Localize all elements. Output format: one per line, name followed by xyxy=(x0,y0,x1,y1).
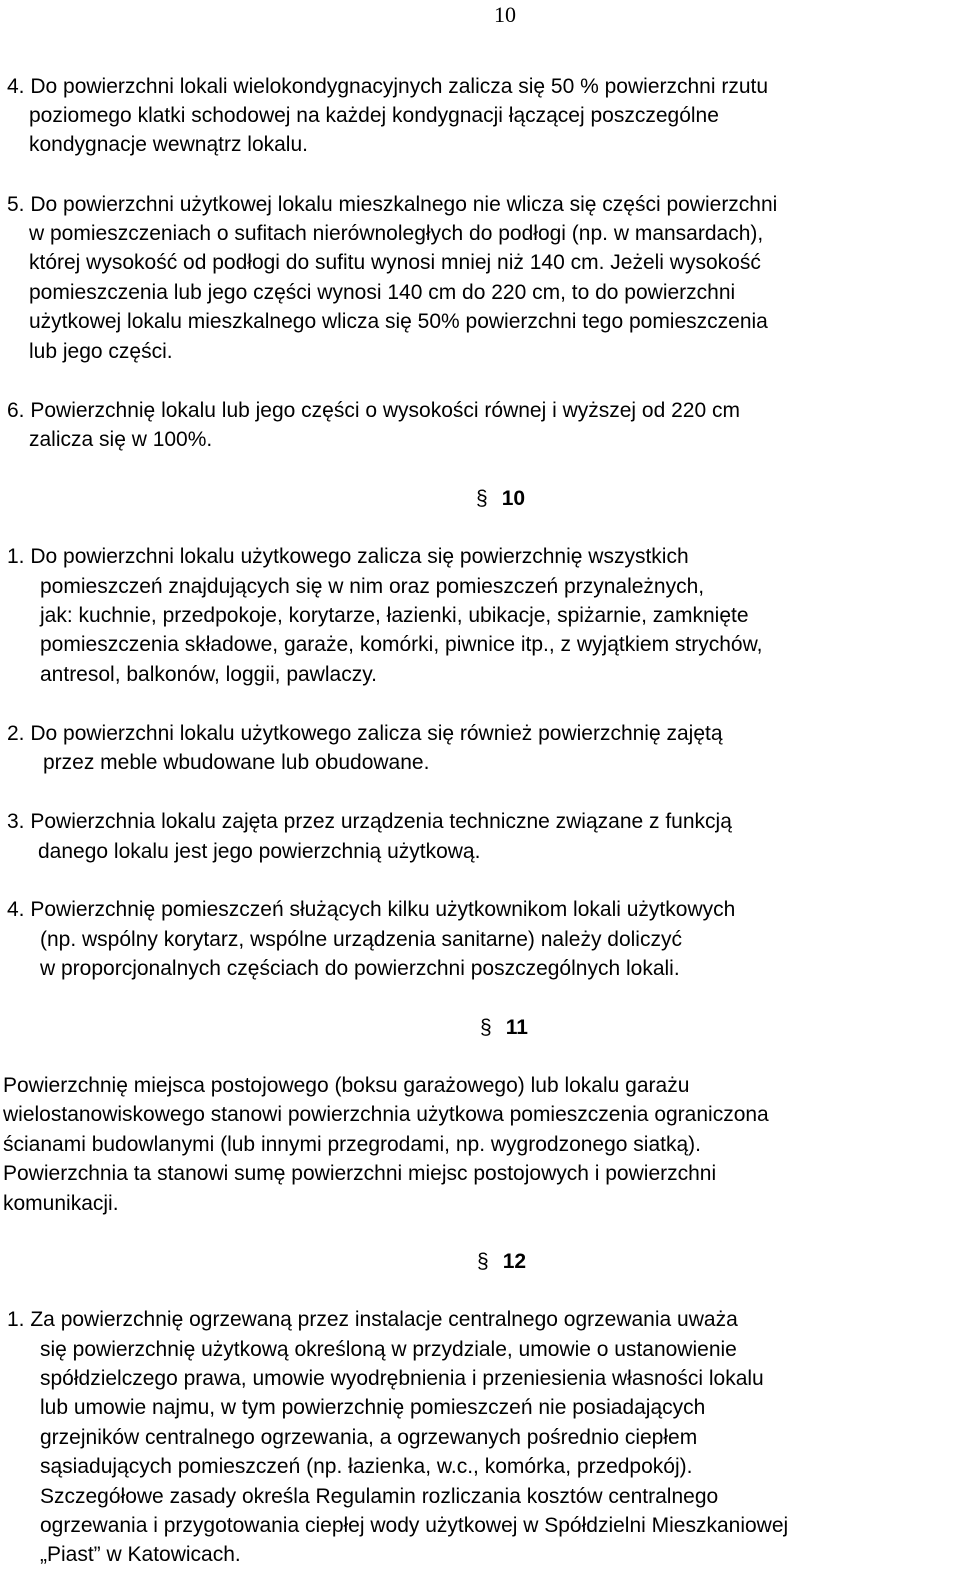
text-line: Powierzchnię miejsca postojowego (boksu garażowego) lub lokalu garażu xyxy=(3,1074,690,1097)
section-heading-12 xyxy=(477,1247,526,1277)
text-line: ogrzewania i przygotowania ciepłej wody użytkowej w Spółdzielni Mieszkaniowej xyxy=(40,1514,789,1537)
text-line: ścianami budowlanymi (lub innymi przegrodami, np. wygrodzonego siatką). xyxy=(3,1133,701,1156)
text-line: 2. Do powierzchni lokalu użytkowego zalicza się również powierzchnię zajętą xyxy=(7,722,723,745)
text-line: 1. Za powierzchnię ogrzewaną przez instalacje centralnego ogrzewania uważa xyxy=(7,1308,738,1331)
section-symbol: § xyxy=(477,1250,489,1273)
text-line: w pomieszczeniach o sufitach nierównoległych do podłogi (np. w mansardach), xyxy=(29,222,764,245)
page-number: 10 xyxy=(494,2,516,27)
section-symbol: § xyxy=(476,487,488,510)
text-line: kondygnacje wewnątrz lokalu. xyxy=(29,133,308,156)
text-line: komunikacji. xyxy=(3,1192,119,1215)
text-line: 3. Powierzchnia lokalu zajęta przez urządzenia techniczne związane z funkcją xyxy=(7,810,732,833)
text-line: użytkowej lokalu mieszkalnego wlicza się 50% powierzchni tego pomieszczenia xyxy=(29,310,768,333)
text-line: Powierzchnia ta stanowi sumę powierzchni miejsc postojowych i powierzchni xyxy=(3,1162,717,1185)
text-line: 1. Do powierzchni lokalu użytkowego zalicza się powierzchnię wszystkich xyxy=(7,545,689,568)
text-line: pomieszczenia lub jego części wynosi 140 cm do 220 cm, to do powierzchni xyxy=(29,281,736,304)
text-line: pomieszczenia składowe, garaże, komórki, piwnice itp., z wyjątkiem strychów, xyxy=(40,633,763,656)
text-line: 6. Powierzchnię lokalu lub jego części o wysokości równej i wyższej od 220 cm xyxy=(7,399,740,422)
text-line: jak: kuchnie, przedpokoje, korytarze, łazienki, ubikacje, spiżarnie, zamknięte xyxy=(40,604,749,627)
text-line: (np. wspólny korytarz, wspólne urządzenia sanitarne) należy doliczyć xyxy=(40,928,682,951)
text-line: lub umowie najmu, w tym powierzchnię pomieszczeń nie posiadających xyxy=(40,1396,706,1419)
section-number: 10 xyxy=(501,487,526,510)
text-line: 5. Do powierzchni użytkowej lokalu mieszkalnego nie wlicza się części powierzchni xyxy=(7,193,778,216)
section-number: 12 xyxy=(502,1250,527,1273)
text-line: 4. Powierzchnię pomieszczeń służących kilku użytkownikom lokali użytkowych xyxy=(7,898,736,921)
text-line: lub jego części. xyxy=(29,340,173,363)
text-line: spółdzielczego prawa, umowie wyodrębnienia i przeniesienia własności lokalu xyxy=(40,1367,764,1390)
section-number: 11 xyxy=(505,1016,528,1039)
text-line: 4. Do powierzchni lokali wielokondygnacyjnych zalicza się 50 % powierzchni rzutu xyxy=(7,75,769,98)
section-symbol: § xyxy=(480,1016,492,1039)
text-line: pomieszczeń znajdujących się w nim oraz pomieszczeń przynależnych, xyxy=(40,575,705,598)
section-heading-11 xyxy=(480,1013,528,1043)
text-line: w proporcjonalnych częściach do powierzchni poszczególnych lokali. xyxy=(40,957,680,980)
text-line: grzejników centralnego ogrzewania, a ogrzewanych pośrednio ciepłem xyxy=(40,1426,698,1449)
text-line: Szczegółowe zasady określa Regulamin rozliczania kosztów centralnego xyxy=(40,1485,719,1508)
section-heading-10 xyxy=(476,484,525,514)
text-line: wielostanowiskowego stanowi powierzchnia użytkowa pomieszczenia ograniczona xyxy=(3,1103,769,1126)
text-line: przez meble wbudowane lub obudowane. xyxy=(43,751,430,774)
text-line: danego lokalu jest jego powierzchnią użytkową. xyxy=(38,840,481,863)
text-line: się powierzchnię użytkową określoną w przydziale, umowie o ustanowienie xyxy=(40,1338,737,1361)
text-line: której wysokość od podłogi do sufitu wynosi mniej niż 140 cm. Jeżeli wysokość xyxy=(29,251,761,274)
text-line: zalicza się w 100%. xyxy=(29,428,213,451)
text-line: antresol, balkonów, loggii, pawlaczy. xyxy=(40,663,377,686)
text-line: poziomego klatki schodowej na każdej kondygnacji łączącej poszczególne xyxy=(29,104,719,127)
text-line: „Piast” w Katowicach. xyxy=(40,1543,241,1566)
text-line: sąsiadujących pomieszczeń (np. łazienka, w.c., komórka, przedpokój). xyxy=(40,1455,693,1478)
